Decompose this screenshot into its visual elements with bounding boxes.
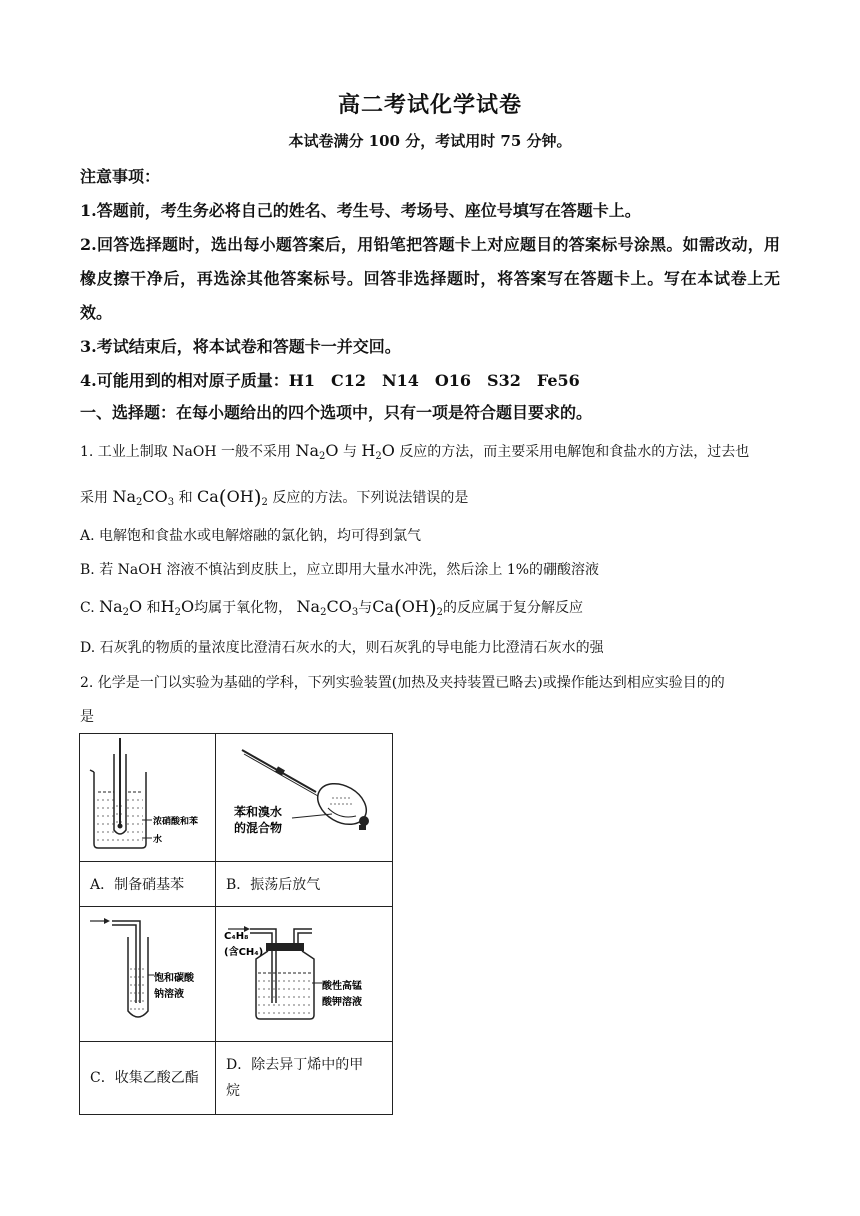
label-c-cell [80, 1042, 216, 1115]
figure-c-label-2: 钠溶液 [154, 989, 184, 1000]
figure-c-label-1: 饱和碳酸 [154, 973, 194, 984]
formula-caoh2: $Ca(OH)_2$ [197, 485, 268, 509]
figure-d-cell [216, 907, 393, 1042]
figure-d-label-1: 酸性高锰 [322, 981, 362, 992]
apparatus-table [79, 733, 393, 1115]
notes-heading: 注意事项： [80, 167, 161, 186]
figure-b-separatory-funnel [216, 734, 392, 857]
formula-na2co3: $Na_2CO_3$ [112, 487, 175, 508]
figure-b-cell [216, 734, 393, 862]
figure-c-ethyl-acetate [80, 907, 215, 1037]
option-b-label: B．振荡后放气 [226, 877, 321, 893]
q1-line-2 [80, 486, 780, 514]
q1-line-1 [80, 440, 780, 468]
q1-text-1: 1. 工业上制取 NaOH 一般不采用 [80, 444, 291, 460]
label-b-cell [216, 862, 393, 907]
page-subtitle: 本试卷满分 100 分，考试用时 75 分钟。 [288, 132, 572, 150]
q1-option-d: D. 石灰乳的物质的量浓度比澄清石灰水的大，则石灰乳的导电能力比澄清石灰水的强 [80, 640, 604, 656]
figure-a-label-1: 浓硝酸和苯 [153, 817, 199, 827]
figure-b-label-1: 苯和溴水 [234, 805, 283, 819]
formula-na2co3-c: $Na_2CO_3$ [296, 597, 359, 618]
option-c-label: C．收集乙酸乙酯 [90, 1070, 199, 1086]
note-item-3: 3.考试结束后，将本试卷和答题卡一并交回。 [80, 337, 401, 356]
q1-text-4: 反应的方法。下列说法错误的是 [272, 490, 469, 506]
section-heading: 一、选择题：在每小题给出的四个选项中，只有一项是符合题目要求的。 [80, 403, 593, 422]
label-d-cell [216, 1042, 393, 1115]
note-item-4: 4.可能用到的相对原子质量：H1 C12 N14 O16 S32 Fe56 [80, 371, 580, 390]
figure-b-label-2: 的混合物 [234, 821, 283, 835]
figure-d-gas-washing-bottle [216, 907, 392, 1037]
note-item-1: 1.答题前，考生务必将自己的姓名、考生号、考场号、座位号填写在答题卡上。 [80, 201, 641, 220]
q2-stem-2: 是 [80, 709, 94, 725]
q1-text-3: 采用 [80, 490, 108, 506]
q1-text-yu: 与 [342, 444, 357, 460]
formula-h2o-c: $H_2O$ [160, 597, 195, 618]
q1-text-he: 和 [178, 490, 193, 506]
formula-h2o: $H_2O$ [361, 441, 395, 462]
page-title: 高二考试化学试卷 [337, 92, 522, 118]
figure-d-gas-1: C₄H₈ [224, 931, 249, 942]
q1-option-a: A. 电解饱和食盐水或电解熔融的氯化钠，均可得到氯气 [80, 528, 422, 544]
formula-na2o-c: $Na_2O$ [99, 597, 143, 618]
figure-a-label-2: 水 [153, 835, 163, 845]
option-d-label-line-1: D．除去异丁烯中的甲 [226, 1057, 364, 1073]
formula-caoh2-c: $Ca(OH)_2$ [372, 595, 444, 619]
q1-option-c: C. $Na_2O$ 和$H_2O$均属于氧化物， $Na_2CO_3$与$Ca(OH)_2$的反应属于复分解反应 [80, 595, 584, 619]
q1-option-b: B. 若 NaOH 溶液不慎沾到皮肤上，应立即用大量水冲洗，然后涂上 1%的硼酸溶液 [80, 562, 600, 578]
q2-stem-1: 2. 化学是一门以实验为基础的学科，下列实验装置(加热及夹持装置已略去)或操作能达到相应实验目的的 [80, 675, 725, 691]
q1-text-2: 反应的方法，而主要采用电解饱和食盐水的方法，过去也 [399, 444, 750, 460]
option-d-label-line-2: 烷 [226, 1083, 240, 1099]
figure-a-cell [80, 734, 216, 862]
figure-a-nitrobenzene [80, 734, 215, 857]
note-item-2: 2.回答选择题时，选出每小题答案后，用铅笔把答题卡上对应题目的答案标号涂黑。如需改动，用橡皮擦干净后，再选涂其他答案标号。回答非选择题时，将答案写在答题卡上。写在本试卷上无效。 [80, 235, 780, 322]
formula-na2o: $Na_2O$ [295, 441, 339, 462]
figure-d-label-2: 酸钾溶液 [322, 997, 362, 1008]
option-a-label: A．制备硝基苯 [90, 877, 185, 893]
label-a-cell [80, 862, 216, 907]
figure-d-gas-2: (含CH₄) [224, 947, 264, 958]
figure-c-cell [80, 907, 216, 1042]
